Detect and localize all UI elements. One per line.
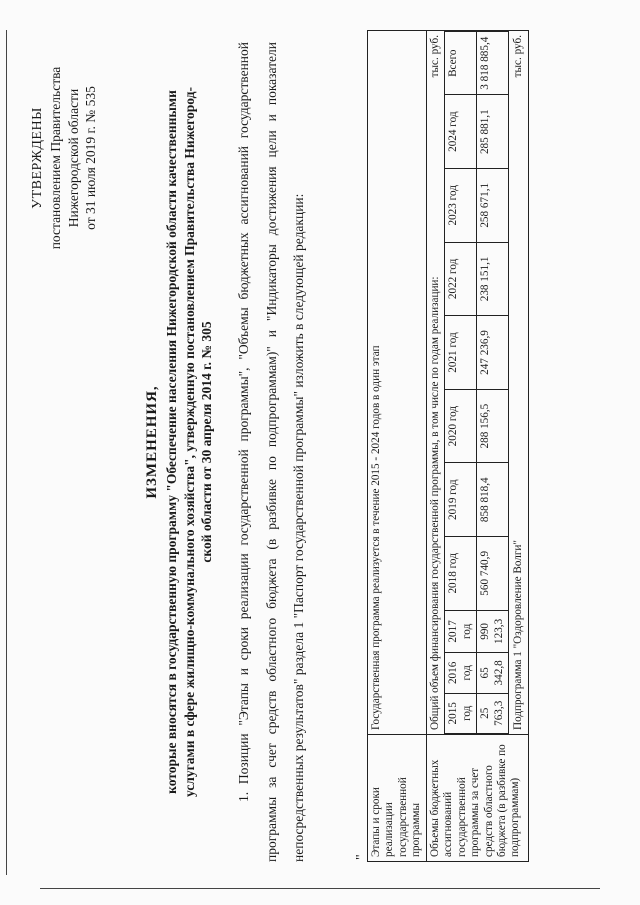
program-passport-table xyxy=(367,30,529,862)
year-value-cell: 3 818 885,4 xyxy=(477,32,509,95)
budget-years-table xyxy=(444,31,509,734)
unit-label: тыс. руб. xyxy=(428,35,441,78)
year-header-row xyxy=(445,32,477,734)
year-value-cell: 238 151,1 xyxy=(477,242,509,316)
row-label-budget: Объемы бюджетных ассигнований государственной программы за счет средств областного бюджета (в разбивке по подпрограммам) xyxy=(426,735,529,862)
opening-quote: " xyxy=(354,854,369,860)
year-value-cell: 65 342,8 xyxy=(477,653,509,693)
year-header-cell: 2019 год xyxy=(445,463,477,537)
year-header-cell: 2023 год xyxy=(445,168,477,242)
year-value-cell: 990 123,3 xyxy=(477,610,509,653)
body-paragraph: 1. Позиции "Этапы и сроки реализации государственной программы", "Объемы бюджетных ассигнований государственной программы за счет средств областного бюджета (в разбивке по подпрограммам)" и "Индикаторы достижения цели и показатели непосредственных результатов" раздела 1 "Паспорт государственной программы" изложить в следующей редакции: xyxy=(236,42,307,862)
title-heading: ИЗМЕНЕНИЯ, xyxy=(144,385,160,499)
title-line-2: услугами в сфере жилищно-коммунального хозяйства", утвержденную постановлением Правительства Нижегород- xyxy=(181,87,197,798)
year-value-cell: 285 881,1 xyxy=(477,95,509,169)
year-header-cell: 2016 год xyxy=(445,653,477,693)
year-value-row xyxy=(477,32,509,734)
year-value-cell: 560 740,9 xyxy=(477,537,509,611)
table-row xyxy=(426,31,529,862)
rotated-content xyxy=(25,22,615,882)
scan-edge-bottom xyxy=(40,888,600,889)
unit-label-2: тыс. руб. xyxy=(511,35,524,78)
approval-line-1: УТВЕРЖДЕНЫ xyxy=(30,107,45,209)
title-line-3: ской области от 30 апреля 2014 г. № 305 xyxy=(199,321,215,563)
year-header-cell: Всего xyxy=(445,32,477,95)
approval-line-3: Нижегородской области xyxy=(65,88,81,228)
approval-line-2: постановлением Правительства xyxy=(48,66,64,250)
row-value-budget xyxy=(426,31,529,735)
table-row xyxy=(368,31,427,862)
approval-block xyxy=(29,28,100,288)
row-label-stages: Этапы и сроки реализации государственной программы xyxy=(368,735,427,862)
approval-line-4: от 31 июля 2019 г. № 535 xyxy=(83,86,99,230)
year-header-cell: 2021 год xyxy=(445,316,477,390)
year-value-cell: 25 763,3 xyxy=(477,693,509,733)
scan-edge-left xyxy=(6,30,7,875)
document-title xyxy=(143,72,216,812)
budget-intro: Общий объем финансирования государственной программы, в том числе по годам реализации: xyxy=(428,276,441,730)
year-value-cell: 858 818,4 xyxy=(477,463,509,537)
subprogram-title: Подпрограмма 1 "Оздоровление Волги" xyxy=(511,540,524,730)
year-value-cell: 288 156,5 xyxy=(477,389,509,463)
year-header-cell: 2024 год xyxy=(445,95,477,169)
year-header-cell: 2015 год xyxy=(445,693,477,733)
year-header-cell: 2017 год xyxy=(445,610,477,653)
year-value-cell: 247 236,9 xyxy=(477,316,509,390)
year-value-cell: 258 671,1 xyxy=(477,168,509,242)
year-header-cell: 2018 год xyxy=(445,537,477,611)
year-header-cell: 2022 год xyxy=(445,242,477,316)
title-line-1: которые вносятся в государственную программу "Обеспечение населения Нижегородской области качественными xyxy=(163,90,179,794)
row-value-stages: Государственная программа реализуется в течение 2015 - 2024 годов в один этап xyxy=(368,31,427,735)
year-header-cell: 2020 год xyxy=(445,389,477,463)
